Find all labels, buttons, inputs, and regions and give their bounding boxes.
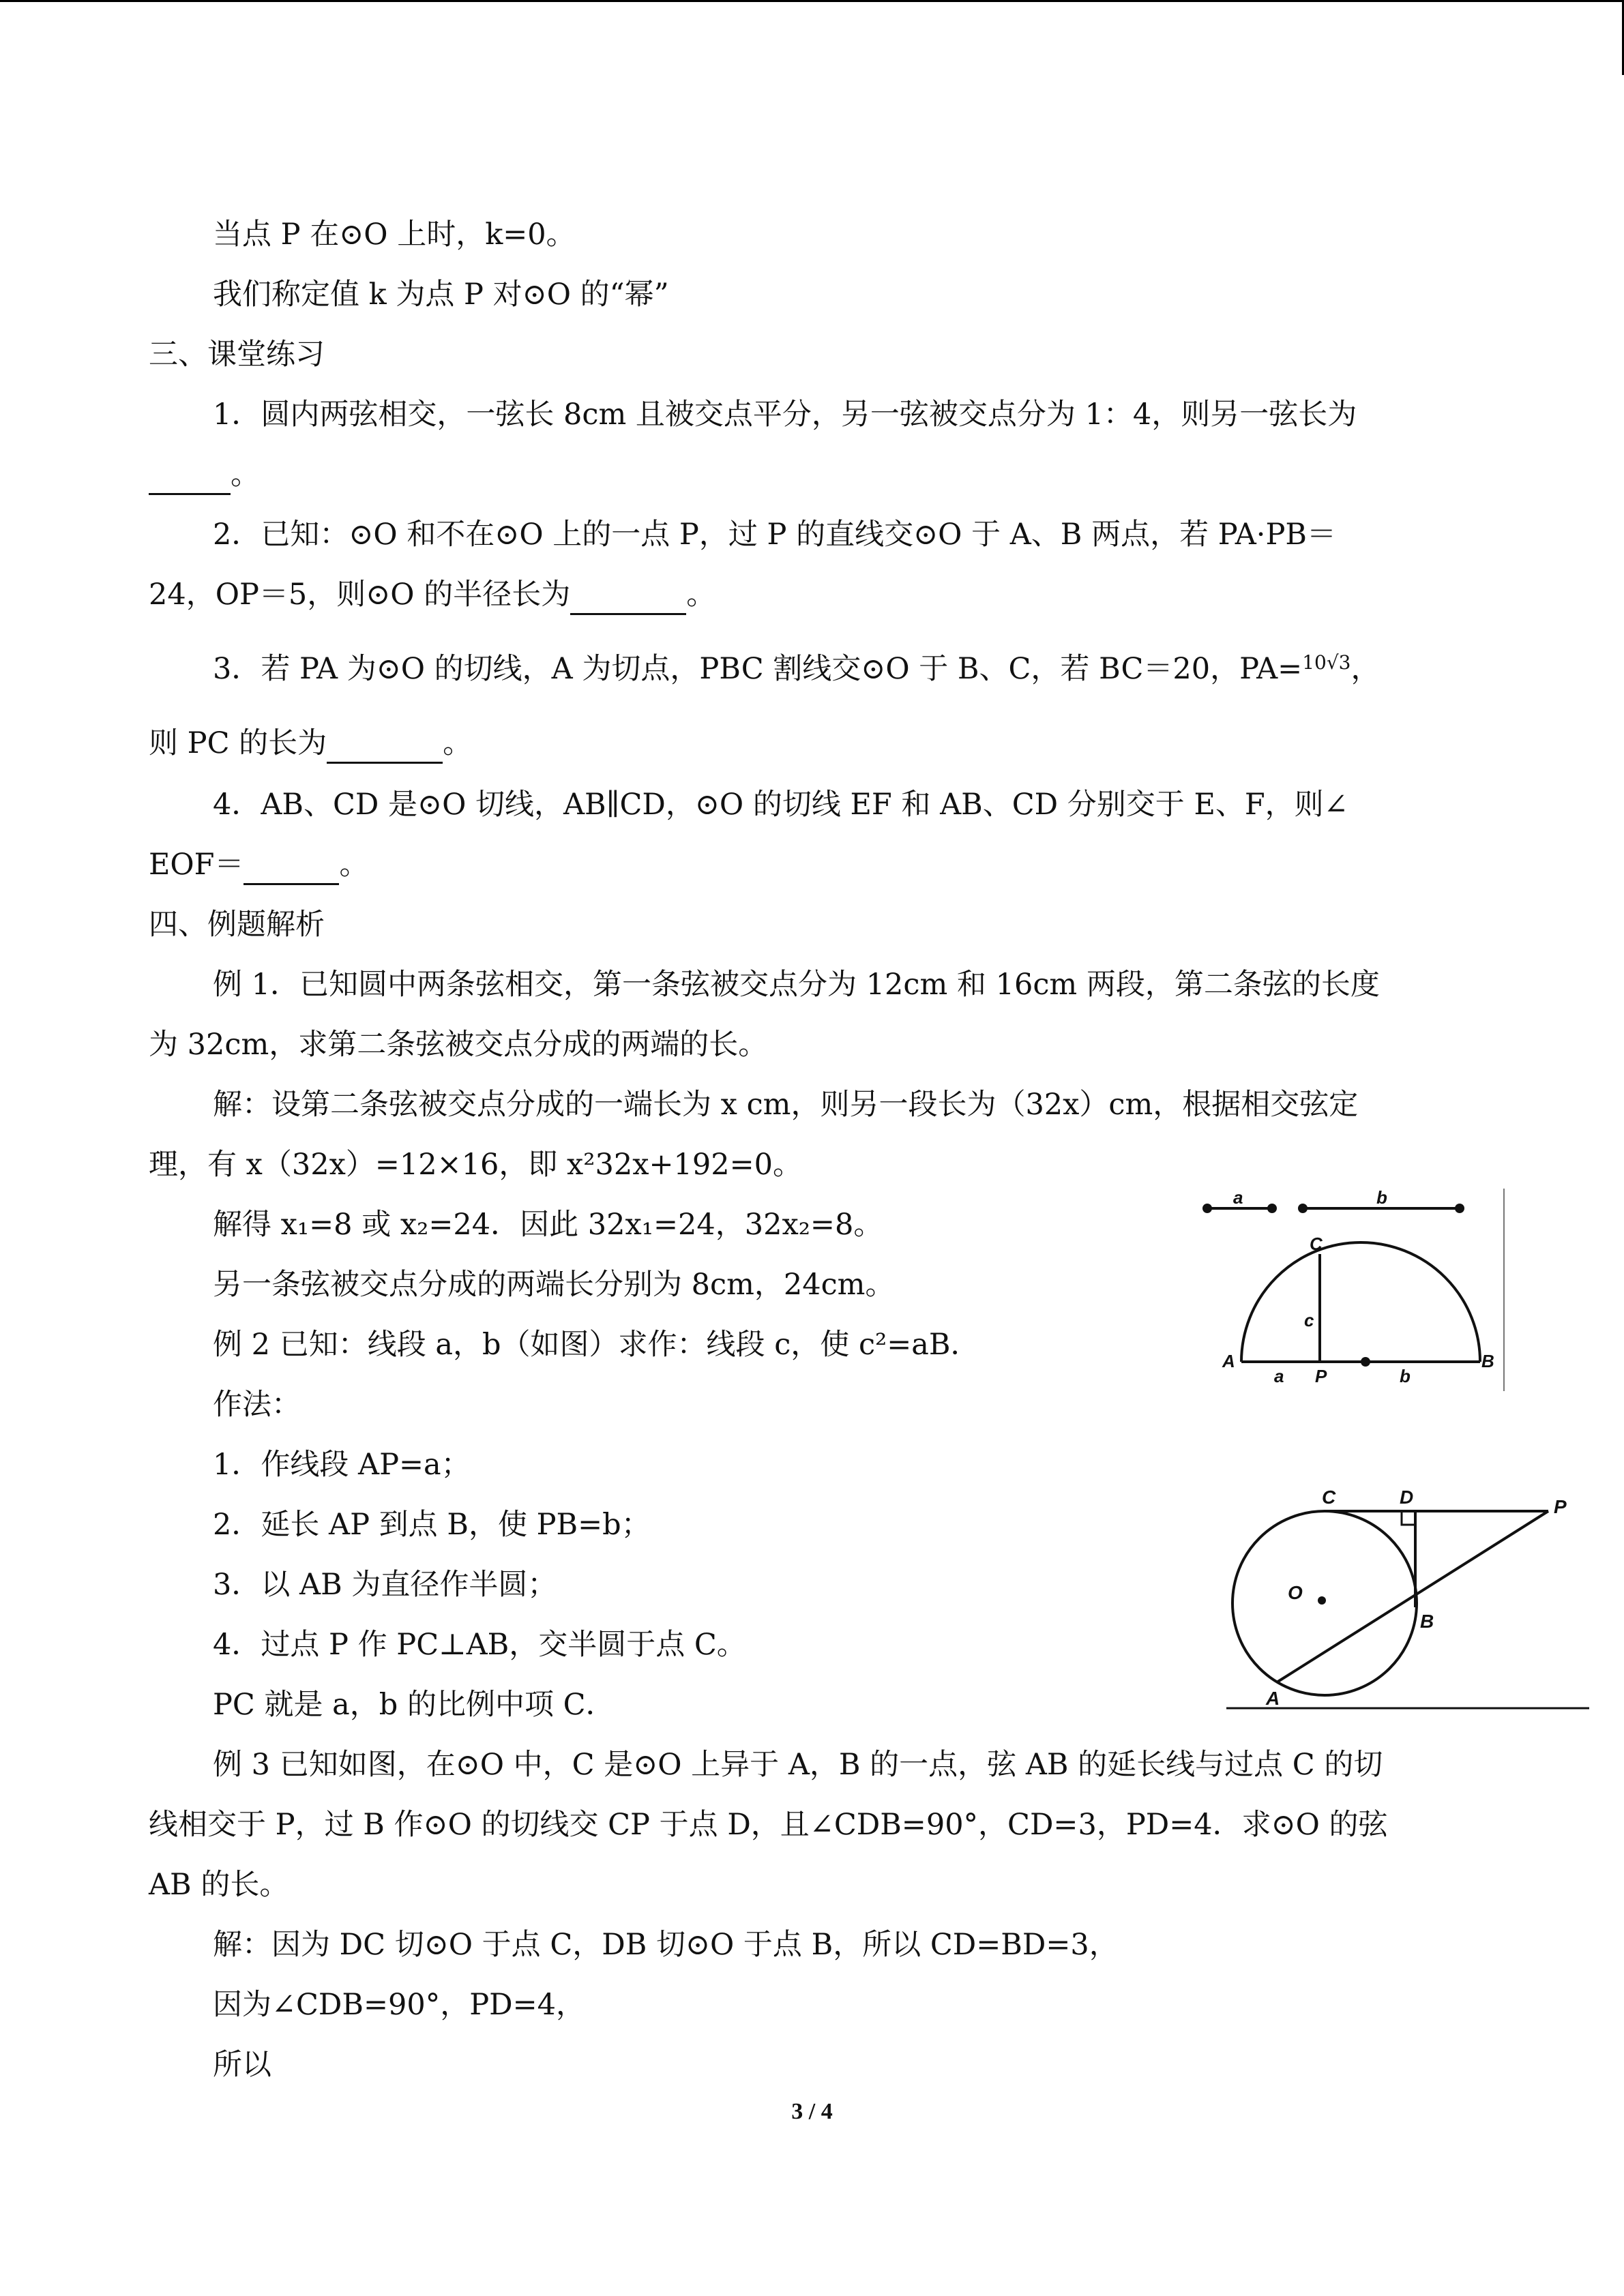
point-dot [1361,1357,1370,1367]
text-fragment: 。 [231,458,260,492]
answer-blank [570,586,686,615]
example-2: 例 2 已知：线段 a，b（如图）求作：线段 c，使 c²=aB． [213,1328,980,1362]
point-dot [1267,1204,1277,1213]
label-a-top: a [1233,1187,1243,1208]
label-p-point: P [1315,1366,1327,1386]
label-c: C [1322,1487,1336,1508]
example-2-step: 3．以 AB 为直径作半圆； [213,1568,557,1602]
label-a-bottom: a [1274,1366,1284,1386]
figure-semicircle-construction [1187,1183,1514,1395]
exercise-2-continued [149,574,715,615]
example-3-continued: 线相交于 P，过 B 作⊙O 的切线交 CP 于点 D，且∠CDB=90°，CD=3，PD=4．求⊙O 的弦 [149,1808,1388,1842]
example-3-solution: 解：因为 DC 切⊙O 于点 C，DB 切⊙O 于点 B，所以 CD=BD=3， [213,1928,1119,1962]
text-line: 当点 P 在⊙O 上时，k=0。 [213,218,576,252]
answer-blank [327,734,443,764]
label-b-point: B [1481,1351,1494,1371]
example-1-solution: 另一条弦被交点分成的两端长分别为 8cm，24cm。 [213,1268,895,1302]
exercise-1-continued [149,454,260,495]
exercise-4-continued [149,844,368,885]
example-1-solution: 解：设第二条弦被交点分成的一端长为 x cm，则另一段长为（32x）cm，根据相交弦定 [213,1088,1359,1122]
example-3-solution: 所以 [213,2048,271,2082]
section-heading: 三、课堂练习 [149,338,325,372]
example-1-continued: 为 32cm，求第二条弦被交点分成的两端的长。 [149,1028,768,1062]
text-fragment: ， [1350,652,1381,686]
example-1-solution: 理，有 x（32x）=12×16，即 x²32x+192=0。 [149,1148,802,1182]
center-dot [1318,1596,1326,1605]
secant-ap [1277,1511,1548,1682]
label-c-segment: c [1304,1310,1314,1330]
example-2-method: 作法： [213,1388,301,1422]
label-a: A [1266,1688,1280,1709]
label-p: P [1554,1496,1567,1517]
label-d: D [1400,1487,1414,1508]
exercise-3 [213,642,1380,689]
text-fragment: EOF＝ [149,848,244,882]
section-heading: 四、例题解析 [149,908,325,942]
semicircle-arc [1241,1242,1480,1362]
example-3-continued: AB 的长。 [149,1868,289,1902]
exercise-3-continued [149,723,472,764]
top-border [0,0,1624,2]
point-dot [1455,1204,1464,1213]
text-fragment: 。 [339,848,369,882]
text-fragment: 则 PC 的长为 [149,726,327,760]
answer-blank [149,466,231,495]
text-fragment: 3．若 PA 为⊙O 的切线，A 为切点，PBC 割线交⊙O 于 B、C，若 BC＝20，PA= [213,652,1303,686]
answer-blank [243,856,339,885]
example-3-solution: 因为∠CDB=90°，PD=4， [213,1988,586,2022]
exercise-1: 1．圆内两弦相交，一弦长 8cm 且被交点平分，另一弦被交点分为 1：4，则另一弦长为 [213,398,1357,432]
label-b: B [1420,1611,1434,1632]
example-2-step: 1．作线段 AP=a； [213,1448,471,1482]
figure-circle-tangents [1221,1483,1596,1722]
page-number: 3 / 4 [791,2099,833,2124]
text-fragment: 。 [686,578,716,612]
label-c-point: C [1310,1234,1323,1254]
label-o: O [1288,1582,1303,1603]
text-fragment: 。 [443,726,473,760]
example-1-solution: 解得 x₁=8 或 x₂=24．因此 32x₁=24，32x₂=8。 [213,1208,883,1242]
label-b-bottom: b [1400,1366,1411,1386]
radical-expression: 10√3 [1302,651,1351,674]
exercise-4: 4．AB、CD 是⊙O 切线，AB∥CD，⊙O 的切线 EF 和 AB、CD 分别交于 E、F，则∠ [213,788,1348,822]
right-angle-mark [1402,1511,1415,1525]
example-1: 例 1．已知圆中两条弦相交，第一条弦被交点分为 12cm 和 16cm 两段，第二条弦的长度 [213,968,1380,1002]
example-2-conclusion: PC 就是 a，b 的比例中项 C． [213,1688,615,1722]
text-line: 我们称定值 k 为点 P 对⊙O 的“幂” [213,278,669,312]
label-b-top: b [1376,1187,1387,1208]
example-3: 例 3 已知如图，在⊙O 中，C 是⊙O 上异于 A，B 的一点，弦 AB 的延长线与过点 C 的切 [213,1748,1383,1782]
exercise-2: 2．已知：⊙O 和不在⊙O 上的一点 P，过 P 的直线交⊙O 于 A、B 两点，若 PA·PB＝ [213,518,1336,552]
point-dot [1298,1204,1308,1213]
text-fragment: 24，OP＝5，则⊙O 的半径长为 [149,578,571,612]
label-a-point: A [1222,1351,1235,1371]
example-2-step: 2．延长 AP 到点 B，使 PB=b； [213,1508,651,1542]
point-dot [1202,1204,1212,1213]
example-2-step: 4．过点 P 作 PC⊥AB，交半圆于点 C。 [213,1628,746,1662]
